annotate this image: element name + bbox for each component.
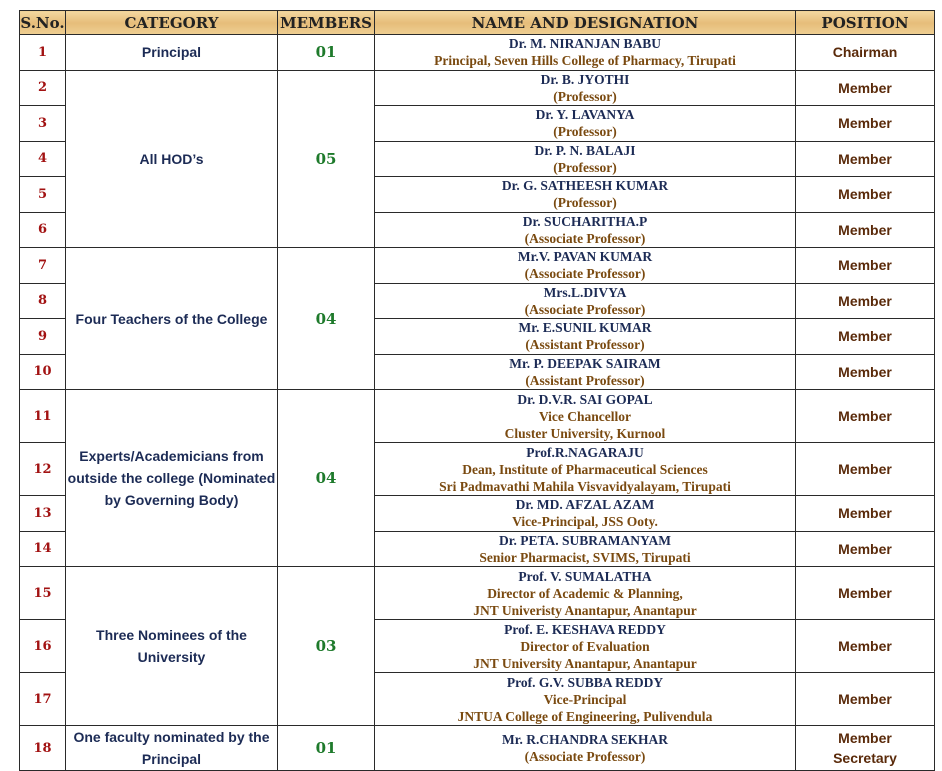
member-designation: Cluster University, Kurnool [504, 425, 666, 441]
position-label: Member [838, 150, 892, 167]
member-name: Prof.R.NAGARAJU [526, 444, 644, 460]
member-name: Dr. G. SATHEESH KUMAR [501, 178, 669, 194]
member-name: Mr. R.CHANDRA SEKHAR [501, 732, 668, 747]
members-count: 03 [278, 567, 375, 726]
position-label: Member [838, 257, 892, 274]
member-designation: (Assistant Professor) [525, 372, 645, 388]
name-designation-cell [375, 177, 796, 213]
member-name: Mr.V. PAVAN KUMAR [517, 249, 653, 265]
serial-number: 3 [20, 106, 66, 142]
position-cell [796, 319, 935, 355]
serial-number: 12 [20, 443, 66, 496]
name-designation-cell [375, 567, 796, 620]
position-label: Member [838, 638, 892, 654]
category-cell: Experts/Academicians from outside the college (Nominated by Governing Body) [66, 390, 278, 567]
serial-number: 6 [20, 212, 66, 248]
position-cell [796, 726, 935, 771]
name-designation-cell [375, 212, 796, 248]
members-count: 04 [278, 390, 375, 567]
member-name: Mr. P. DEEPAK SAIRAM [509, 355, 661, 371]
position-label: Member [838, 79, 892, 96]
member-name: Dr. D.V.R. SAI GOPAL [517, 391, 653, 407]
name-designation-cell [375, 35, 796, 71]
table-row [20, 567, 935, 620]
committee-table [19, 10, 935, 771]
position-cell [796, 70, 935, 106]
member-name: Mrs.L.DIVYA [543, 284, 627, 300]
member-name: Prof. V. SUMALATHA [518, 568, 652, 584]
position-cell [796, 567, 935, 620]
table-row [20, 726, 935, 771]
header-sno: S.No. [20, 11, 66, 35]
serial-number: 8 [20, 283, 66, 319]
member-designation: Vice-Principal, JSS Ooty. [512, 514, 658, 530]
position-label: Member [838, 505, 892, 522]
member-name: Dr. Y. LAVANYA [535, 107, 635, 123]
member-name: Dr. MD. AFZAL AZAM [515, 497, 655, 513]
header-members: MEMBERS [278, 11, 375, 35]
table-body [20, 35, 935, 771]
name-designation-cell [375, 354, 796, 390]
position-label: Member [838, 186, 892, 203]
member-designation: (Professor) [553, 124, 617, 140]
position-cell [796, 177, 935, 213]
position-label: Member [838, 115, 892, 132]
position-label: Member [838, 585, 892, 601]
name-designation-cell [375, 248, 796, 284]
member-designation: Vice-Principal [543, 691, 627, 707]
name-designation-cell [375, 673, 796, 726]
member-name: Dr. B. JYOTHI [540, 71, 630, 87]
member-designation: (Associate Professor) [524, 230, 646, 246]
name-designation-cell [375, 726, 796, 771]
name-designation-cell [375, 496, 796, 532]
serial-number: 16 [20, 620, 66, 673]
member-designation: Dean, Institute of Pharmaceutical Sciences [462, 461, 708, 477]
category-cell: Principal [66, 35, 278, 71]
member-name: Dr. M. NIRANJAN BABU [508, 36, 662, 52]
category-cell: All HOD’s [66, 70, 278, 248]
member-designation: (Associate Professor) [524, 749, 646, 764]
category-cell: One faculty nominated by the Principal [66, 726, 278, 771]
name-designation-cell [375, 620, 796, 673]
member-name: Dr. P. N. BALAJI [534, 142, 636, 158]
category-cell: Four Teachers of the College [66, 248, 278, 390]
position-label: Member [838, 221, 892, 238]
name-designation-cell [375, 390, 796, 443]
member-designation: Principal, Seven Hills College of Pharmacy, Tirupati [434, 53, 736, 69]
name-designation-cell [375, 106, 796, 142]
position-cell [796, 141, 935, 177]
member-designation: (Professor) [553, 88, 617, 104]
position-cell [796, 620, 935, 673]
serial-number: 4 [20, 141, 66, 177]
member-designation: Director of Evaluation [520, 638, 650, 654]
position-label: Chairman [832, 44, 898, 61]
serial-number: 10 [20, 354, 66, 390]
member-designation: JNTUA College of Engineering, Pulivendula [457, 708, 713, 724]
serial-number: 1 [20, 35, 66, 71]
category-cell: Three Nominees of the University [66, 567, 278, 726]
position-cell [796, 673, 935, 726]
name-designation-cell [375, 70, 796, 106]
header-row [20, 11, 935, 35]
member-designation: (Professor) [553, 159, 617, 175]
position-label: Member [838, 730, 892, 746]
name-designation-cell [375, 531, 796, 567]
position-label: Member [838, 540, 892, 557]
serial-number: 2 [20, 70, 66, 106]
position-cell [796, 106, 935, 142]
header-name-designation: NAME AND DESIGNATION [375, 11, 796, 35]
member-designation: JNT University Anantapur, Anantapur [473, 655, 697, 671]
name-designation-cell [375, 283, 796, 319]
header-category: CATEGORY [66, 11, 278, 35]
serial-number: 7 [20, 248, 66, 284]
member-designation: JNT Univeristy Anantapur, Anantapur [473, 602, 697, 618]
position-cell [796, 212, 935, 248]
position-cell [796, 531, 935, 567]
member-designation: (Associate Professor) [524, 266, 646, 282]
name-designation-cell [375, 443, 796, 496]
member-name: Prof. G.V. SUBBA REDDY [506, 674, 664, 690]
position-label: Member [838, 292, 892, 309]
table-header [20, 11, 935, 35]
position-cell [796, 496, 935, 532]
table-row [20, 35, 935, 71]
position-cell [796, 283, 935, 319]
position-label: Member [838, 408, 892, 424]
position-label: Member [838, 691, 892, 707]
serial-number: 18 [20, 726, 66, 771]
member-designation: Sri Padmavathi Mahila Visvavidyalayam, Tirupati [439, 478, 731, 494]
name-designation-cell [375, 319, 796, 355]
member-name: Mr. E.SUNIL KUMAR [518, 320, 652, 336]
position-cell [796, 443, 935, 496]
serial-number: 5 [20, 177, 66, 213]
position-label: Secretary [833, 750, 897, 766]
members-count: 04 [278, 248, 375, 390]
position-label: Member [838, 461, 892, 477]
member-designation: Vice Chancellor [538, 408, 632, 424]
position-cell [796, 248, 935, 284]
position-label: Member [838, 328, 892, 345]
serial-number: 14 [20, 531, 66, 567]
position-cell [796, 390, 935, 443]
position-cell [796, 35, 935, 71]
member-designation: Senior Pharmacist, SVIMS, Tirupati [479, 549, 691, 565]
member-name: Prof. E. KESHAVA REDDY [504, 621, 666, 637]
serial-number: 13 [20, 496, 66, 532]
members-count: 05 [278, 70, 375, 248]
member-designation: Director of Academic & Planning, [487, 585, 683, 601]
serial-number: 17 [20, 673, 66, 726]
table-row [20, 390, 935, 443]
table-row [20, 248, 935, 284]
serial-number: 15 [20, 567, 66, 620]
member-designation: (Professor) [553, 195, 617, 211]
position-cell [796, 354, 935, 390]
header-position: POSITION [796, 11, 935, 35]
member-name: Dr. SUCHARITHA.P [522, 213, 648, 229]
member-designation: (Assistant Professor) [525, 337, 645, 353]
member-name: Dr. PETA. SUBRAMANYAM [498, 532, 671, 548]
serial-number: 11 [20, 390, 66, 443]
name-designation-cell [375, 141, 796, 177]
members-count: 01 [278, 35, 375, 71]
table-row [20, 70, 935, 106]
position-label: Member [838, 363, 892, 380]
member-designation: (Associate Professor) [524, 301, 646, 317]
serial-number: 9 [20, 319, 66, 355]
members-count: 01 [278, 726, 375, 771]
